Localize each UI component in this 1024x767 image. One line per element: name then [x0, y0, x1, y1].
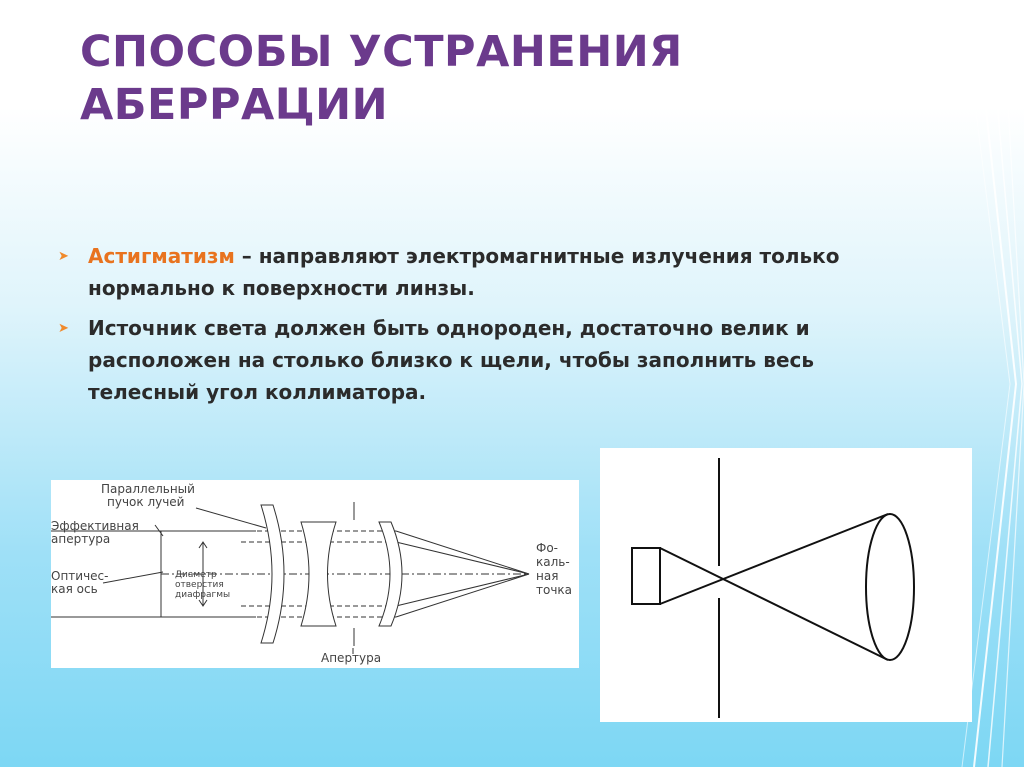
label-parallel-beam-2: пучок лучей [107, 495, 185, 509]
label-focal-point-2: каль- [536, 555, 570, 569]
label-focal-point-4: точка [536, 583, 573, 597]
bullet-list [58, 240, 918, 416]
slide-title [80, 26, 683, 132]
label-optical-axis-1: Оптичес- [51, 569, 109, 583]
bullet-arrow-icon: ➤ [58, 249, 69, 264]
slide-title-line-2: АБЕРРАЦИИ [80, 80, 389, 130]
light-source-slit-diagram [600, 448, 972, 722]
lens-system-diagram [51, 480, 579, 668]
label-diaphragm-diameter-3: диафрагмы [175, 590, 231, 600]
label-effective-aperture-1: Эффективная [51, 519, 139, 533]
bullet-highlight: Астигматизм [88, 244, 235, 268]
label-focal-point-1: Фо- [536, 541, 559, 555]
bullet-text: Источник света должен быть однороден, достаточно велик и расположен на столько близко к щели, чтобы заполнить весь телесный угол коллиматора. [88, 316, 815, 404]
label-effective-aperture-2: апертура [51, 532, 111, 546]
label-diaphragm-diameter-1: Диаметр [175, 570, 217, 580]
label-aperture: Апертура [321, 651, 382, 665]
slide-title-line-1: СПОСОБЫ УСТРАНЕНИЯ [80, 27, 683, 77]
bullet-text: – направляют электромагнитные излучения только нормально к поверхности линзы. [88, 244, 840, 300]
label-optical-axis-2: кая ось [51, 582, 98, 596]
bullet-item-light-source [58, 312, 918, 408]
label-focal-point-3: ная [536, 569, 559, 583]
label-parallel-beam-1: Параллельный [101, 482, 195, 496]
bullet-arrow-icon: ➤ [58, 321, 69, 336]
collimator-opening [866, 514, 914, 660]
light-source-box [632, 548, 660, 604]
bullet-item-astigmatism [58, 240, 918, 304]
label-diaphragm-diameter-2: отверстия [175, 580, 224, 590]
